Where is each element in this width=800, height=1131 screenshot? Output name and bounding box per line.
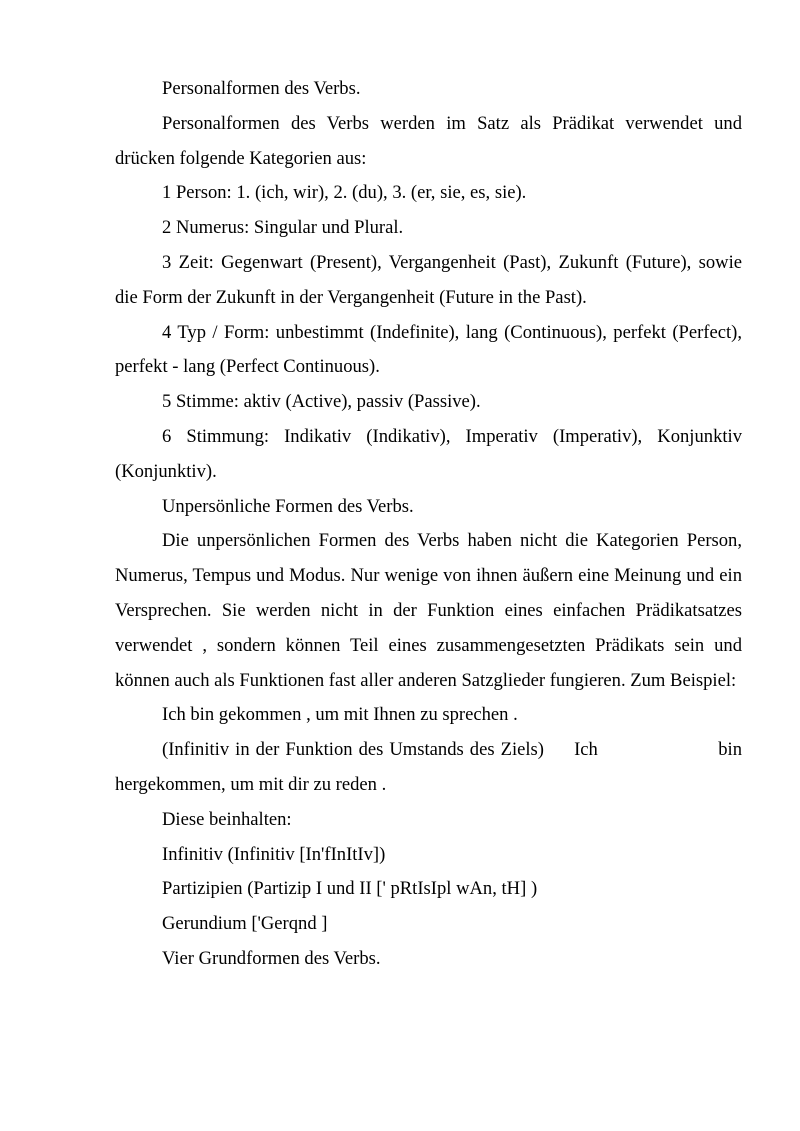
paragraph-intro: Personalformen des Verbs werden im Satz als Prädikat verwendet und drücken folgende Kategorien aus: <box>115 112 742 169</box>
contents-heading: Diese beinhalten: <box>162 808 292 830</box>
item-infinitiv: Infinitiv (Infinitiv [In'fInItIv]) <box>162 843 386 865</box>
heading-impersonal-forms: Unpersönliche Formen des Verbs. <box>162 495 414 517</box>
heading-personal-forms: Personalformen des Verbs. <box>162 78 361 99</box>
list-item-stimmung: 6 Stimmung: Indikativ (Indikativ), Imperativ (Imperativ), Konjunktiv (Konjunktiv). <box>115 425 742 482</box>
list-item-typ-form: 4 Typ / Form: unbestimmt (Indefinite), lang (Continuous), perfekt (Perfect), perfekt - lang (Perfect Continuous). <box>115 321 742 378</box>
example-explanation: (Infinitiv in der Funktion des Umstands des Ziels) Ich bin hergekommen, um mit dir zu reden . <box>115 739 747 795</box>
list-item-zeit: 3 Zeit: Gegenwart (Present), Vergangenheit (Past), Zukunft (Future), sowie die Form der Zukunft in der Vergangenheit (Future in the Past). <box>115 251 742 308</box>
list-item-stimme: 5 Stimme: aktiv (Active), passiv (Passive). <box>162 391 481 413</box>
example-sentence: Ich bin gekommen , um mit Ihnen zu sprechen . <box>162 704 518 726</box>
item-partizipien: Partizipien (Partizip I und II [' pRtIsIpl wAn, tH] ) <box>162 878 538 900</box>
paragraph-impersonal: Die unpersönlichen Formen des Verbs haben nicht die Kategorien Person, Numerus, Tempus und Modus. Nur wenige von ihnen äußern eine Meinung und ein Versprechen. Sie werden nicht in der Funktion eines einfachen Prädikatsatzes verwendet , sondern können Teil eines zusammengesetzten Prädikats sein und können auch als Funktionen fast aller anderen Satzglieder fungieren. Zum Beispiel: <box>115 530 742 691</box>
item-gerundium: Gerundium ['Gerqnd ] <box>162 913 328 935</box>
list-item-numerus: 2 Numerus: Singular und Plural. <box>162 217 404 239</box>
heading-basic-forms: Vier Grundformen des Verbs. <box>162 947 381 969</box>
document-page <box>115 72 747 977</box>
list-item-person: 1 Person: 1. (ich, wir), 2. (du), 3. (er, sie, es, sie). <box>162 182 527 204</box>
